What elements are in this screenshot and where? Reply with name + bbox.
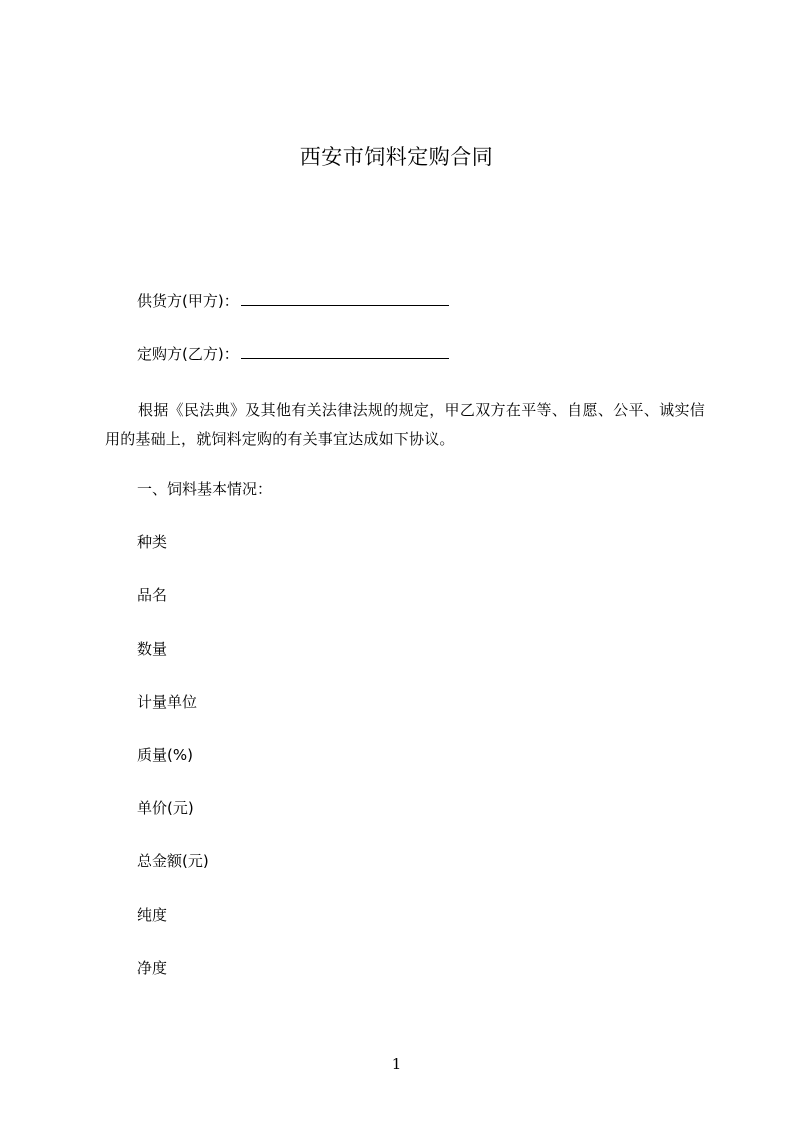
section-1-heading: 一、饲料基本情况： xyxy=(137,480,273,498)
page-number: 1 xyxy=(391,1055,402,1073)
field-cleanliness: 净度 xyxy=(137,959,168,977)
supplier-line xyxy=(137,290,449,312)
intro-paragraph: 根据《民法典》及其他有关法律法规的规定，甲乙双方在平等、自愿、公平、诚实信用的基础上，就饲料定购的有关事宜达成如下协议。 xyxy=(105,401,705,448)
buyer-blank xyxy=(241,343,449,359)
document-title: 西安市饲料定购合同 xyxy=(299,145,494,169)
buyer-line xyxy=(137,343,449,365)
buyer-label: 定购方(乙方)： xyxy=(137,345,239,363)
field-product-name: 品名 xyxy=(137,586,168,604)
field-unit: 计量单位 xyxy=(137,693,198,711)
field-quantity: 数量 xyxy=(137,640,168,658)
field-quality: 质量(%) xyxy=(137,746,193,764)
field-purity: 纯度 xyxy=(137,906,168,924)
field-total-amount: 总金额(元) xyxy=(137,852,209,870)
field-unit-price: 单价(元) xyxy=(137,799,194,817)
field-category: 种类 xyxy=(137,533,168,551)
supplier-blank xyxy=(241,290,449,306)
supplier-label: 供货方(甲方)： xyxy=(137,292,239,310)
